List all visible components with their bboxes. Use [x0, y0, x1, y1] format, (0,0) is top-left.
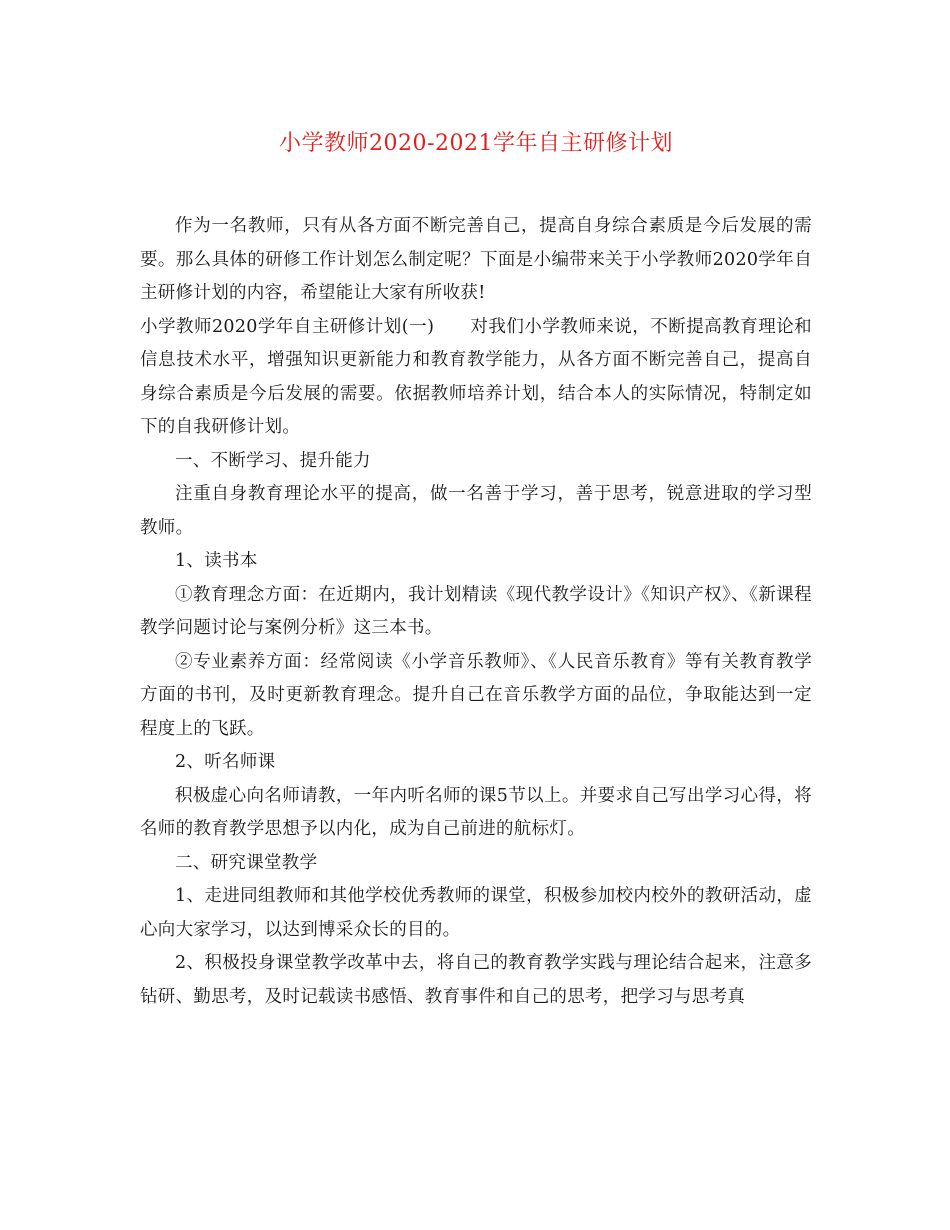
- subheading-reading: 1、读书本: [175, 551, 258, 571]
- section-heading-learning: 一、不断学习、提升能力: [175, 450, 371, 471]
- paragraph-lessons: 积极虚心向名师请教，一年内听名师的课5节以上。并要求自己写出学习心得，将名师的教育教学思想予以内化，成为自己前进的航标灯。: [140, 785, 812, 839]
- document-page: [140, 128, 812, 1014]
- paragraph-reading-professional: ②专业素养方面：经常阅读《小学音乐教师》、《人民音乐教育》等有关教育教学方面的书刊，及时更新教育理念。提升自己在音乐教学方面的品位，争取能达到一定程度上的飞跃。: [140, 651, 812, 739]
- paragraph-research-two: 2、积极投身课堂教学改革中去，将自己的教育教学实践与理论结合起来，注意多钻研、勤思考，及时记载读书感悟、教育事件和自己的思考，把学习与思考真: [140, 953, 812, 1007]
- document-body: [140, 210, 812, 1014]
- paragraph-intro: 作为一名教师，只有从各方面不断完善自己，提高自身综合素质是今后发展的需要。那么具体的研修工作计划怎么制定呢？下面是小编带来关于小学教师2020学年自主研修计划的内容，希望能让大家有所收获!: [140, 216, 812, 303]
- section-heading-research: 二、研究课堂教学: [175, 852, 318, 873]
- paragraph-plan-one: 小学教师2020学年自主研修计划(一) 对我们小学教师来说，不断提高教育理论和信息技术水平，增强知识更新能力和教育教学能力，从各方面不断完善自己，提高自身综合素质是今后发展的需要。依据教师培养计划，结合本人的实际情况，特制定如下的自我研修计划。: [140, 316, 812, 437]
- subheading-lessons: 2、听名师课: [175, 752, 276, 772]
- paragraph-research-one: 1、走进同组教师和其他学校优秀教师的课堂，积极参加校内校外的教研活动，虚心向大家学习，以达到博采众长的目的。: [140, 886, 812, 940]
- paragraph-learning: 注重自身教育理论水平的提高，做一名善于学习，善于思考，锐意进取的学习型教师。: [140, 484, 812, 538]
- document-title: 小学教师2020-2021学年自主研修计划: [279, 131, 673, 156]
- paragraph-reading-theory: ①教育理念方面：在近期内，我计划精读《现代教学设计》《知识产权》、《新课程教学问题讨论与案例分析》这三本书。: [140, 584, 812, 638]
